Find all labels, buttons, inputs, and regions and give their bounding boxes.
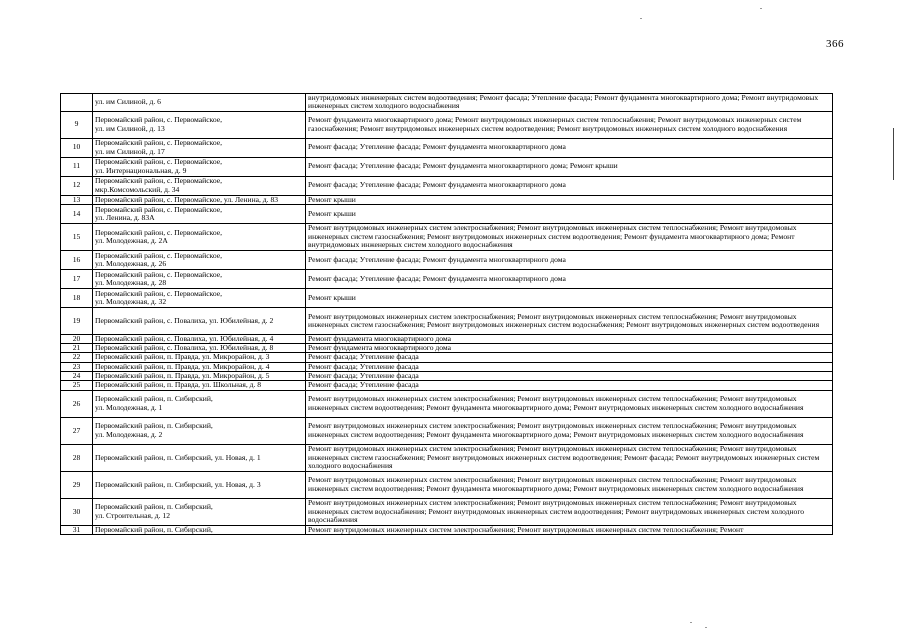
row-number: 16 — [61, 250, 93, 269]
row-works: Ремонт фасада; Утепление фасада — [306, 381, 833, 390]
table-row — [61, 195, 833, 204]
scan-speck — [640, 18, 642, 19]
row-works: Ремонт внутридомовых инженерных систем электроснабжения; Ремонт внутридомовых инженерных систем теплоснабжения; Ремонт внутридомовых инженерных систем газоснабжения; Ремонт внутридомовых инженерных систем водоснабжения; Ремонт внутридомовых инженерных систем водоотведения — [306, 307, 833, 334]
row-works: Ремонт внутридомовых инженерных систем электроснабжения; Ремонт внутридомовых инженерных систем теплоснабжения; Ремонт внутридомовых инженерных систем водоотведения; Ремонт фундамента многоквартирного дома; Ремонт внутридомовых инженерных систем холодного водоснабжения — [306, 417, 833, 444]
table-row — [61, 111, 833, 138]
row-address: ул. им Силиной, д. 6 — [93, 94, 306, 112]
table-row — [61, 353, 833, 362]
row-works: Ремонт фасада; Утепление фасада; Ремонт фундамента многоквартирного дома; Ремонт крыши — [306, 157, 833, 176]
row-works: Ремонт внутридомовых инженерных систем электроснабжения; Ремонт внутридомовых инженерных систем теплоснабжения; Ремонт внутридомовых инженерных систем водоотведения; Ремонт фундамента многоквартирного дома; Ремонт внутридомовых инженерных систем холодного водоснабжения — [306, 471, 833, 498]
table-row — [61, 344, 833, 353]
row-number: 15 — [61, 223, 93, 250]
row-address: Первомайский район, с. Первомайское, ул. Молодежная, д. 2А — [93, 223, 306, 250]
row-address: Первомайский район, п. Сибирский, ул. Новая, д. 3 — [93, 471, 306, 498]
row-number: 23 — [61, 362, 93, 371]
row-number: 20 — [61, 334, 93, 343]
row-number: 31 — [61, 525, 93, 534]
row-address: Первомайский район, с. Первомайское, ул. Молодежная, д. 32 — [93, 288, 306, 307]
row-address: Первомайский район, п. Сибирский, ул. Молодежная, д. 1 — [93, 390, 306, 417]
row-works: Ремонт внутридомовых инженерных систем электроснабжения; Ремонт внутридомовых инженерных систем теплоснабжения; Ремонт внутридомовых инженерных систем водоотведения; Ремонт фундамента многоквартирного дома; Ремонт внутридомовых инженерных систем холодного водоснабжения — [306, 390, 833, 417]
row-address: Первомайский район, с. Первомайское, ул. им Силиной, д. 13 — [93, 111, 306, 138]
scan-speck — [705, 627, 707, 628]
row-works: Ремонт крыши — [306, 195, 833, 204]
table-row — [61, 444, 833, 471]
row-works: Ремонт внутридомовых инженерных систем электроснабжения; Ремонт внутридомовых инженерных систем теплоснабжения; Ремонт внутридомовых инженерных систем газоснабжения; Ремонт внутридомовых инженерных систем водоотведения; Ремонт фундамента многоквартирного дома; Ремонт внутридомовых инженерных систем холодного водоснабжения — [306, 223, 833, 250]
table-row — [61, 176, 833, 195]
row-address: Первомайский район, с. Первомайское, ул. Интернациональная, д. 9 — [93, 157, 306, 176]
row-works: Ремонт фундамента многоквартирного дома — [306, 334, 833, 343]
row-address: Первомайский район, с. Первомайское, ул. Молодежная, д. 26 — [93, 250, 306, 269]
row-works: Ремонт фасада; Утепление фасада; Ремонт фундамента многоквартирного дома — [306, 176, 833, 195]
row-number: 13 — [61, 195, 93, 204]
table-row — [61, 498, 833, 525]
row-address: Первомайский район, с. Первомайское, мкр.Комсомольский, д. 34 — [93, 176, 306, 195]
row-number: 21 — [61, 344, 93, 353]
table-row — [61, 250, 833, 269]
row-works: внутридомовых инженерных систем водоотведения; Ремонт фасада; Утепление фасада; Ремонт фундамента многоквартирного дома; Ремонт внутридомовых инженерных систем холодного водоснабжения — [306, 94, 833, 112]
table-row — [61, 138, 833, 157]
table-row — [61, 204, 833, 223]
row-address: Первомайский район, п. Сибирский, ул. Молодежная, д. 2 — [93, 417, 306, 444]
row-works: Ремонт внутридомовых инженерных систем электроснабжения; Ремонт внутридомовых инженерных систем теплоснабжения; Ремонт — [306, 525, 833, 534]
row-address: Первомайский район, п. Правда, ул. Микрорайон, д. 4 — [93, 362, 306, 371]
row-address: Первомайский район, с. Первомайское, ул. Ленина, д. 83А — [93, 204, 306, 223]
row-works: Ремонт фундамента многоквартирного дома; Ремонт внутридомовых инженерных систем теплоснабжения; Ремонт внутридомовых инженерных систем газоснабжения; Ремонт внутридомовых инженерных систем водоотведения; Ремонт внутридомовых инженерных систем холодного водоснабжения — [306, 111, 833, 138]
row-number: 14 — [61, 204, 93, 223]
row-number: 10 — [61, 138, 93, 157]
scan-edge-mark — [893, 128, 894, 180]
row-address: Первомайский район, п. Правда, ул. Микрорайон, д. 3 — [93, 353, 306, 362]
row-works: Ремонт фасада; Утепление фасада; Ремонт фундамента многоквартирного дома — [306, 269, 833, 288]
table-row — [61, 307, 833, 334]
table-row — [61, 94, 833, 112]
row-works: Ремонт внутридомовых инженерных систем электроснабжения; Ремонт внутридомовых инженерных систем теплоснабжения; Ремонт внутридомовых инженерных систем газоснабжения; Ремонт внутридомовых инженерных систем водоотведения; Ремонт фасада; Ремонт внутридомовых инженерных систем холодного водоснабжения — [306, 444, 833, 471]
row-address: Первомайский район, п. Сибирский, — [93, 525, 306, 534]
row-address: Первомайский район, п. Сибирский, ул. Строительная, д. 12 — [93, 498, 306, 525]
row-works: Ремонт крыши — [306, 204, 833, 223]
row-address: Первомайский район, с. Повалиха, ул. Юбилейная, д. 2 — [93, 307, 306, 334]
row-address: Первомайский район, п. Правда, ул. Микрорайон, д. 5 — [93, 372, 306, 381]
row-number: 29 — [61, 471, 93, 498]
row-works: Ремонт фасада; Утепление фасада — [306, 362, 833, 371]
row-number: 19 — [61, 307, 93, 334]
row-number: 25 — [61, 381, 93, 390]
row-number: 12 — [61, 176, 93, 195]
row-number: 11 — [61, 157, 93, 176]
table-row — [61, 269, 833, 288]
row-works: Ремонт фасада; Утепление фасада — [306, 353, 833, 362]
row-number: 27 — [61, 417, 93, 444]
row-number: 30 — [61, 498, 93, 525]
row-works: Ремонт внутридомовых инженерных систем электроснабжения; Ремонт внутридомовых инженерных систем теплоснабжения; Ремонт внутридомовых инженерных систем водоснабжения; Ремонт внутридомовых инженерных систем водоотведения; Ремонт внутридомовых инженерных систем холодного водоснабжения — [306, 498, 833, 525]
table-row — [61, 390, 833, 417]
scan-speck — [760, 8, 762, 9]
row-number: 28 — [61, 444, 93, 471]
table-row — [61, 525, 833, 534]
row-number: 18 — [61, 288, 93, 307]
row-address: Первомайский район, с. Повалиха, ул. Юбилейная, д. 8 — [93, 344, 306, 353]
row-address: Первомайский район, с. Первомайское, ул. Молодежная, д. 28 — [93, 269, 306, 288]
table-row — [61, 223, 833, 250]
table-row — [61, 362, 833, 371]
row-number: 24 — [61, 372, 93, 381]
row-address: Первомайский район, п. Правда, ул. Школьная, д. 8 — [93, 381, 306, 390]
row-number: 26 — [61, 390, 93, 417]
row-works: Ремонт фасада; Утепление фасада; Ремонт фундамента многоквартирного дома — [306, 250, 833, 269]
page-number: 366 — [826, 38, 844, 50]
repair-works-table — [60, 93, 833, 535]
row-number: 9 — [61, 111, 93, 138]
row-number: 22 — [61, 353, 93, 362]
row-address: Первомайский район, п. Сибирский, ул. Новая, д. 1 — [93, 444, 306, 471]
row-works: Ремонт крыши — [306, 288, 833, 307]
table-row — [61, 288, 833, 307]
table-row — [61, 417, 833, 444]
scan-speck — [690, 622, 692, 623]
row-address: Первомайский район, с. Первомайское, ул. Ленина, д. 83 — [93, 195, 306, 204]
row-works: Ремонт фундамента многоквартирного дома — [306, 344, 833, 353]
row-number — [61, 94, 93, 112]
table-row — [61, 381, 833, 390]
row-number: 17 — [61, 269, 93, 288]
table-row — [61, 471, 833, 498]
table-row — [61, 157, 833, 176]
table-row — [61, 334, 833, 343]
row-address: Первомайский район, с. Первомайское, ул. им Силиной, д. 17 — [93, 138, 306, 157]
row-address: Первомайский район, с. Повалиха, ул. Юбилейная, д. 4 — [93, 334, 306, 343]
row-works: Ремонт фасада; Утепление фасада — [306, 372, 833, 381]
table-row — [61, 372, 833, 381]
row-works: Ремонт фасада; Утепление фасада; Ремонт фундамента многоквартирного дома — [306, 138, 833, 157]
